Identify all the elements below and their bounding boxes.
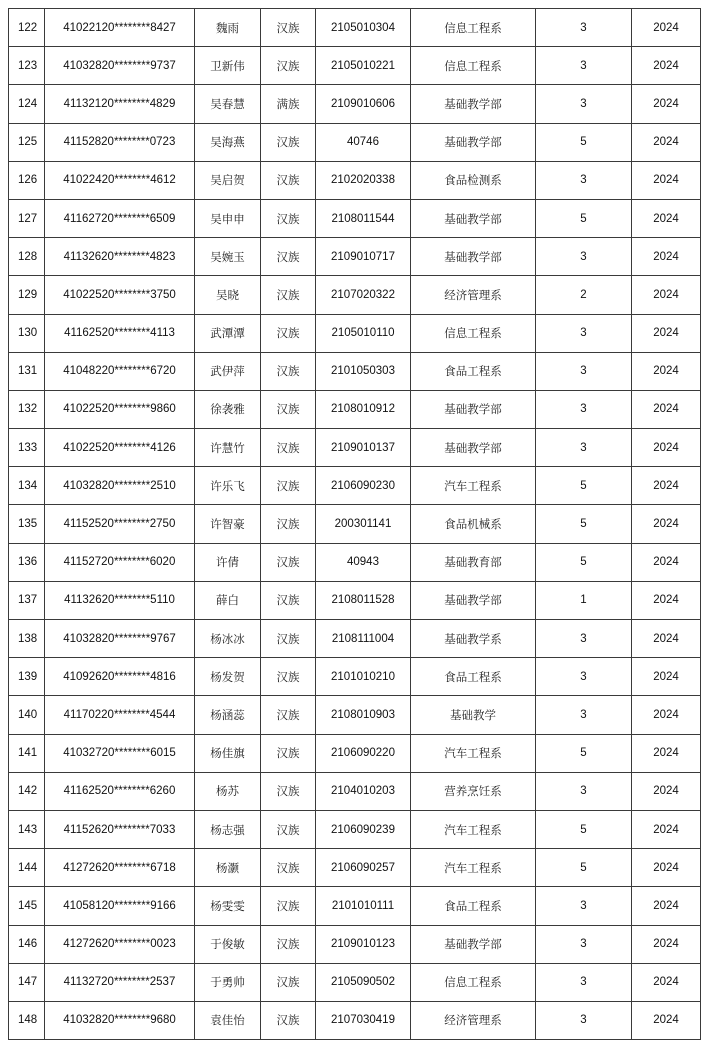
department-cell: 汽车工程系 — [411, 467, 536, 505]
ethnicity-cell: 汉族 — [261, 620, 316, 658]
table-row — [9, 161, 701, 199]
count-cell: 2 — [536, 276, 632, 314]
year-cell: 2024 — [632, 925, 701, 963]
department-cell: 基础教学部 — [411, 429, 536, 467]
name-cell: 卫新伟 — [195, 47, 261, 85]
student-id-cell: 2106090230 — [316, 467, 411, 505]
id-number-cell: 41032820********9767 — [45, 620, 195, 658]
ethnicity-cell: 汉族 — [261, 123, 316, 161]
name-cell: 杨涵蕊 — [195, 696, 261, 734]
year-cell: 2024 — [632, 161, 701, 199]
name-cell: 吴晓 — [195, 276, 261, 314]
ethnicity-cell: 汉族 — [261, 887, 316, 925]
department-cell: 食品工程系 — [411, 658, 536, 696]
id-number-cell: 41152720********6020 — [45, 543, 195, 581]
student-id-cell: 2106090220 — [316, 734, 411, 772]
ethnicity-cell: 汉族 — [261, 429, 316, 467]
year-cell: 2024 — [632, 772, 701, 810]
count-cell: 3 — [536, 772, 632, 810]
student-id-cell: 2101050303 — [316, 352, 411, 390]
id-number-cell: 41162720********6509 — [45, 199, 195, 237]
student-roster-table — [8, 8, 701, 1040]
name-cell: 吴申申 — [195, 199, 261, 237]
name-cell: 杨灏 — [195, 849, 261, 887]
student-id-cell: 2109010717 — [316, 238, 411, 276]
count-cell: 3 — [536, 429, 632, 467]
ethnicity-cell: 汉族 — [261, 925, 316, 963]
year-cell: 2024 — [632, 123, 701, 161]
department-cell: 营养烹饪系 — [411, 772, 536, 810]
year-cell: 2024 — [632, 696, 701, 734]
row-index-cell: 138 — [9, 620, 45, 658]
name-cell: 吴婉玉 — [195, 238, 261, 276]
count-cell: 3 — [536, 390, 632, 428]
student-id-cell: 2108111004 — [316, 620, 411, 658]
id-number-cell: 41132120********4829 — [45, 85, 195, 123]
count-cell: 5 — [536, 734, 632, 772]
department-cell: 食品工程系 — [411, 887, 536, 925]
student-id-cell: 2105010110 — [316, 314, 411, 352]
ethnicity-cell: 汉族 — [261, 9, 316, 47]
ethnicity-cell: 满族 — [261, 85, 316, 123]
student-id-cell: 2105010221 — [316, 47, 411, 85]
id-number-cell: 41162520********4113 — [45, 314, 195, 352]
ethnicity-cell: 汉族 — [261, 581, 316, 619]
table-row — [9, 963, 701, 1001]
id-number-cell: 41152620********7033 — [45, 810, 195, 848]
department-cell: 信息工程系 — [411, 314, 536, 352]
id-number-cell: 41162520********6260 — [45, 772, 195, 810]
row-index-cell: 148 — [9, 1001, 45, 1039]
table-row — [9, 47, 701, 85]
count-cell: 3 — [536, 963, 632, 1001]
count-cell: 1 — [536, 581, 632, 619]
student-id-cell: 2109010123 — [316, 925, 411, 963]
id-number-cell: 41132720********2537 — [45, 963, 195, 1001]
year-cell: 2024 — [632, 887, 701, 925]
count-cell: 5 — [536, 467, 632, 505]
table-row — [9, 276, 701, 314]
table-row — [9, 85, 701, 123]
ethnicity-cell: 汉族 — [261, 543, 316, 581]
row-index-cell: 140 — [9, 696, 45, 734]
table-row — [9, 925, 701, 963]
row-index-cell: 134 — [9, 467, 45, 505]
count-cell: 3 — [536, 352, 632, 390]
ethnicity-cell: 汉族 — [261, 849, 316, 887]
year-cell: 2024 — [632, 963, 701, 1001]
row-index-cell: 123 — [9, 47, 45, 85]
id-number-cell: 41272620********6718 — [45, 849, 195, 887]
year-cell: 2024 — [632, 199, 701, 237]
table-row — [9, 505, 701, 543]
department-cell: 基础教学部 — [411, 390, 536, 428]
id-number-cell: 41092620********4816 — [45, 658, 195, 696]
count-cell: 3 — [536, 925, 632, 963]
ethnicity-cell: 汉族 — [261, 467, 316, 505]
id-number-cell: 41058120********9166 — [45, 887, 195, 925]
id-number-cell: 41022120********8427 — [45, 9, 195, 47]
year-cell: 2024 — [632, 467, 701, 505]
row-index-cell: 146 — [9, 925, 45, 963]
count-cell: 3 — [536, 161, 632, 199]
name-cell: 徐袭雅 — [195, 390, 261, 428]
count-cell: 5 — [536, 849, 632, 887]
count-cell: 3 — [536, 47, 632, 85]
name-cell: 杨苏 — [195, 772, 261, 810]
count-cell: 3 — [536, 9, 632, 47]
student-id-cell: 2107030419 — [316, 1001, 411, 1039]
row-index-cell: 147 — [9, 963, 45, 1001]
count-cell: 3 — [536, 1001, 632, 1039]
name-cell: 于俊敏 — [195, 925, 261, 963]
table-row — [9, 199, 701, 237]
table-row — [9, 810, 701, 848]
id-number-cell: 41032720********6015 — [45, 734, 195, 772]
row-index-cell: 124 — [9, 85, 45, 123]
name-cell: 杨发贺 — [195, 658, 261, 696]
student-id-cell: 2108011544 — [316, 199, 411, 237]
department-cell: 信息工程系 — [411, 9, 536, 47]
table-row — [9, 734, 701, 772]
year-cell: 2024 — [632, 238, 701, 276]
name-cell: 许倩 — [195, 543, 261, 581]
name-cell: 吴海燕 — [195, 123, 261, 161]
id-number-cell: 41152820********0723 — [45, 123, 195, 161]
id-number-cell: 41022520********9860 — [45, 390, 195, 428]
count-cell: 5 — [536, 810, 632, 848]
year-cell: 2024 — [632, 658, 701, 696]
ethnicity-cell: 汉族 — [261, 505, 316, 543]
name-cell: 薛白 — [195, 581, 261, 619]
ethnicity-cell: 汉族 — [261, 810, 316, 848]
department-cell: 信息工程系 — [411, 963, 536, 1001]
department-cell: 基础教学部 — [411, 238, 536, 276]
name-cell: 杨佳旗 — [195, 734, 261, 772]
count-cell: 3 — [536, 887, 632, 925]
row-index-cell: 129 — [9, 276, 45, 314]
row-index-cell: 142 — [9, 772, 45, 810]
table-row — [9, 9, 701, 47]
table-row — [9, 658, 701, 696]
student-id-cell: 2109010606 — [316, 85, 411, 123]
table-row — [9, 467, 701, 505]
year-cell: 2024 — [632, 276, 701, 314]
department-cell: 汽车工程系 — [411, 734, 536, 772]
student-id-cell: 40746 — [316, 123, 411, 161]
row-index-cell: 132 — [9, 390, 45, 428]
student-id-cell: 2108010903 — [316, 696, 411, 734]
id-number-cell: 41022520********3750 — [45, 276, 195, 314]
name-cell: 许慧竹 — [195, 429, 261, 467]
year-cell: 2024 — [632, 352, 701, 390]
row-index-cell: 136 — [9, 543, 45, 581]
count-cell: 3 — [536, 658, 632, 696]
ethnicity-cell: 汉族 — [261, 199, 316, 237]
count-cell: 3 — [536, 85, 632, 123]
table-row — [9, 887, 701, 925]
name-cell: 许智豪 — [195, 505, 261, 543]
year-cell: 2024 — [632, 581, 701, 619]
department-cell: 基础教育部 — [411, 543, 536, 581]
count-cell: 5 — [536, 543, 632, 581]
row-index-cell: 130 — [9, 314, 45, 352]
ethnicity-cell: 汉族 — [261, 47, 316, 85]
name-cell: 袁佳怡 — [195, 1001, 261, 1039]
id-number-cell: 41022420********4612 — [45, 161, 195, 199]
ethnicity-cell: 汉族 — [261, 1001, 316, 1039]
name-cell: 武伊萍 — [195, 352, 261, 390]
name-cell: 许乐飞 — [195, 467, 261, 505]
row-index-cell: 128 — [9, 238, 45, 276]
name-cell: 魏雨 — [195, 9, 261, 47]
year-cell: 2024 — [632, 47, 701, 85]
department-cell: 基础教学系 — [411, 620, 536, 658]
name-cell: 武潭潭 — [195, 314, 261, 352]
year-cell: 2024 — [632, 9, 701, 47]
department-cell: 食品检测系 — [411, 161, 536, 199]
student-id-cell: 2108011528 — [316, 581, 411, 619]
department-cell: 食品工程系 — [411, 352, 536, 390]
id-number-cell: 41152520********2750 — [45, 505, 195, 543]
department-cell: 基础教学部 — [411, 925, 536, 963]
count-cell: 5 — [536, 505, 632, 543]
row-index-cell: 144 — [9, 849, 45, 887]
id-number-cell: 41032820********2510 — [45, 467, 195, 505]
id-number-cell: 41048220********6720 — [45, 352, 195, 390]
student-id-cell: 2105010304 — [316, 9, 411, 47]
department-cell: 食品机械系 — [411, 505, 536, 543]
count-cell: 5 — [536, 199, 632, 237]
row-index-cell: 122 — [9, 9, 45, 47]
name-cell: 杨雯雯 — [195, 887, 261, 925]
year-cell: 2024 — [632, 505, 701, 543]
table-row — [9, 581, 701, 619]
department-cell: 汽车工程系 — [411, 810, 536, 848]
student-id-cell: 2101010111 — [316, 887, 411, 925]
student-id-cell: 2106090239 — [316, 810, 411, 848]
student-id-cell: 2105090502 — [316, 963, 411, 1001]
student-id-cell: 2101010210 — [316, 658, 411, 696]
ethnicity-cell: 汉族 — [261, 161, 316, 199]
name-cell: 吴启贺 — [195, 161, 261, 199]
ethnicity-cell: 汉族 — [261, 238, 316, 276]
year-cell: 2024 — [632, 620, 701, 658]
row-index-cell: 126 — [9, 161, 45, 199]
row-index-cell: 141 — [9, 734, 45, 772]
id-number-cell: 41132620********5110 — [45, 581, 195, 619]
id-number-cell: 41032820********9680 — [45, 1001, 195, 1039]
table-body — [9, 9, 701, 1040]
id-number-cell: 41272620********0023 — [45, 925, 195, 963]
table-row — [9, 314, 701, 352]
student-id-cell: 2109010137 — [316, 429, 411, 467]
department-cell: 基础教学部 — [411, 581, 536, 619]
ethnicity-cell: 汉族 — [261, 352, 316, 390]
ethnicity-cell: 汉族 — [261, 963, 316, 1001]
count-cell: 3 — [536, 238, 632, 276]
count-cell: 5 — [536, 123, 632, 161]
row-index-cell: 125 — [9, 123, 45, 161]
table-row — [9, 772, 701, 810]
year-cell: 2024 — [632, 314, 701, 352]
department-cell: 经济管理系 — [411, 1001, 536, 1039]
table-row — [9, 123, 701, 161]
year-cell: 2024 — [632, 1001, 701, 1039]
table-row — [9, 1001, 701, 1039]
department-cell: 基础教学部 — [411, 123, 536, 161]
table-row — [9, 620, 701, 658]
student-id-cell: 2107020322 — [316, 276, 411, 314]
student-id-cell: 2106090257 — [316, 849, 411, 887]
department-cell: 信息工程系 — [411, 47, 536, 85]
table-row — [9, 352, 701, 390]
ethnicity-cell: 汉族 — [261, 314, 316, 352]
table-row — [9, 849, 701, 887]
row-index-cell: 143 — [9, 810, 45, 848]
table-row — [9, 238, 701, 276]
id-number-cell: 41032820********9737 — [45, 47, 195, 85]
department-cell: 基础教学部 — [411, 199, 536, 237]
student-id-cell: 200301141 — [316, 505, 411, 543]
ethnicity-cell: 汉族 — [261, 696, 316, 734]
student-id-cell: 2108010912 — [316, 390, 411, 428]
name-cell: 杨冰冰 — [195, 620, 261, 658]
table-row — [9, 543, 701, 581]
row-index-cell: 127 — [9, 199, 45, 237]
table-row — [9, 429, 701, 467]
department-cell: 基础教学 — [411, 696, 536, 734]
count-cell: 3 — [536, 620, 632, 658]
year-cell: 2024 — [632, 543, 701, 581]
table-row — [9, 696, 701, 734]
count-cell: 3 — [536, 696, 632, 734]
row-index-cell: 131 — [9, 352, 45, 390]
name-cell: 于勇帅 — [195, 963, 261, 1001]
row-index-cell: 133 — [9, 429, 45, 467]
id-number-cell: 41132620********4823 — [45, 238, 195, 276]
row-index-cell: 137 — [9, 581, 45, 619]
name-cell: 吴春慧 — [195, 85, 261, 123]
ethnicity-cell: 汉族 — [261, 772, 316, 810]
student-id-cell: 2102020338 — [316, 161, 411, 199]
ethnicity-cell: 汉族 — [261, 276, 316, 314]
id-number-cell: 41170220********4544 — [45, 696, 195, 734]
year-cell: 2024 — [632, 734, 701, 772]
year-cell: 2024 — [632, 85, 701, 123]
id-number-cell: 41022520********4126 — [45, 429, 195, 467]
ethnicity-cell: 汉族 — [261, 734, 316, 772]
year-cell: 2024 — [632, 390, 701, 428]
department-cell: 汽车工程系 — [411, 849, 536, 887]
year-cell: 2024 — [632, 429, 701, 467]
row-index-cell: 135 — [9, 505, 45, 543]
ethnicity-cell: 汉族 — [261, 390, 316, 428]
year-cell: 2024 — [632, 810, 701, 848]
table-row — [9, 390, 701, 428]
row-index-cell: 145 — [9, 887, 45, 925]
count-cell: 3 — [536, 314, 632, 352]
year-cell: 2024 — [632, 849, 701, 887]
department-cell: 经济管理系 — [411, 276, 536, 314]
ethnicity-cell: 汉族 — [261, 658, 316, 696]
document-page — [8, 8, 700, 1040]
name-cell: 杨志强 — [195, 810, 261, 848]
row-index-cell: 139 — [9, 658, 45, 696]
student-id-cell: 2104010203 — [316, 772, 411, 810]
department-cell: 基础教学部 — [411, 85, 536, 123]
student-id-cell: 40943 — [316, 543, 411, 581]
